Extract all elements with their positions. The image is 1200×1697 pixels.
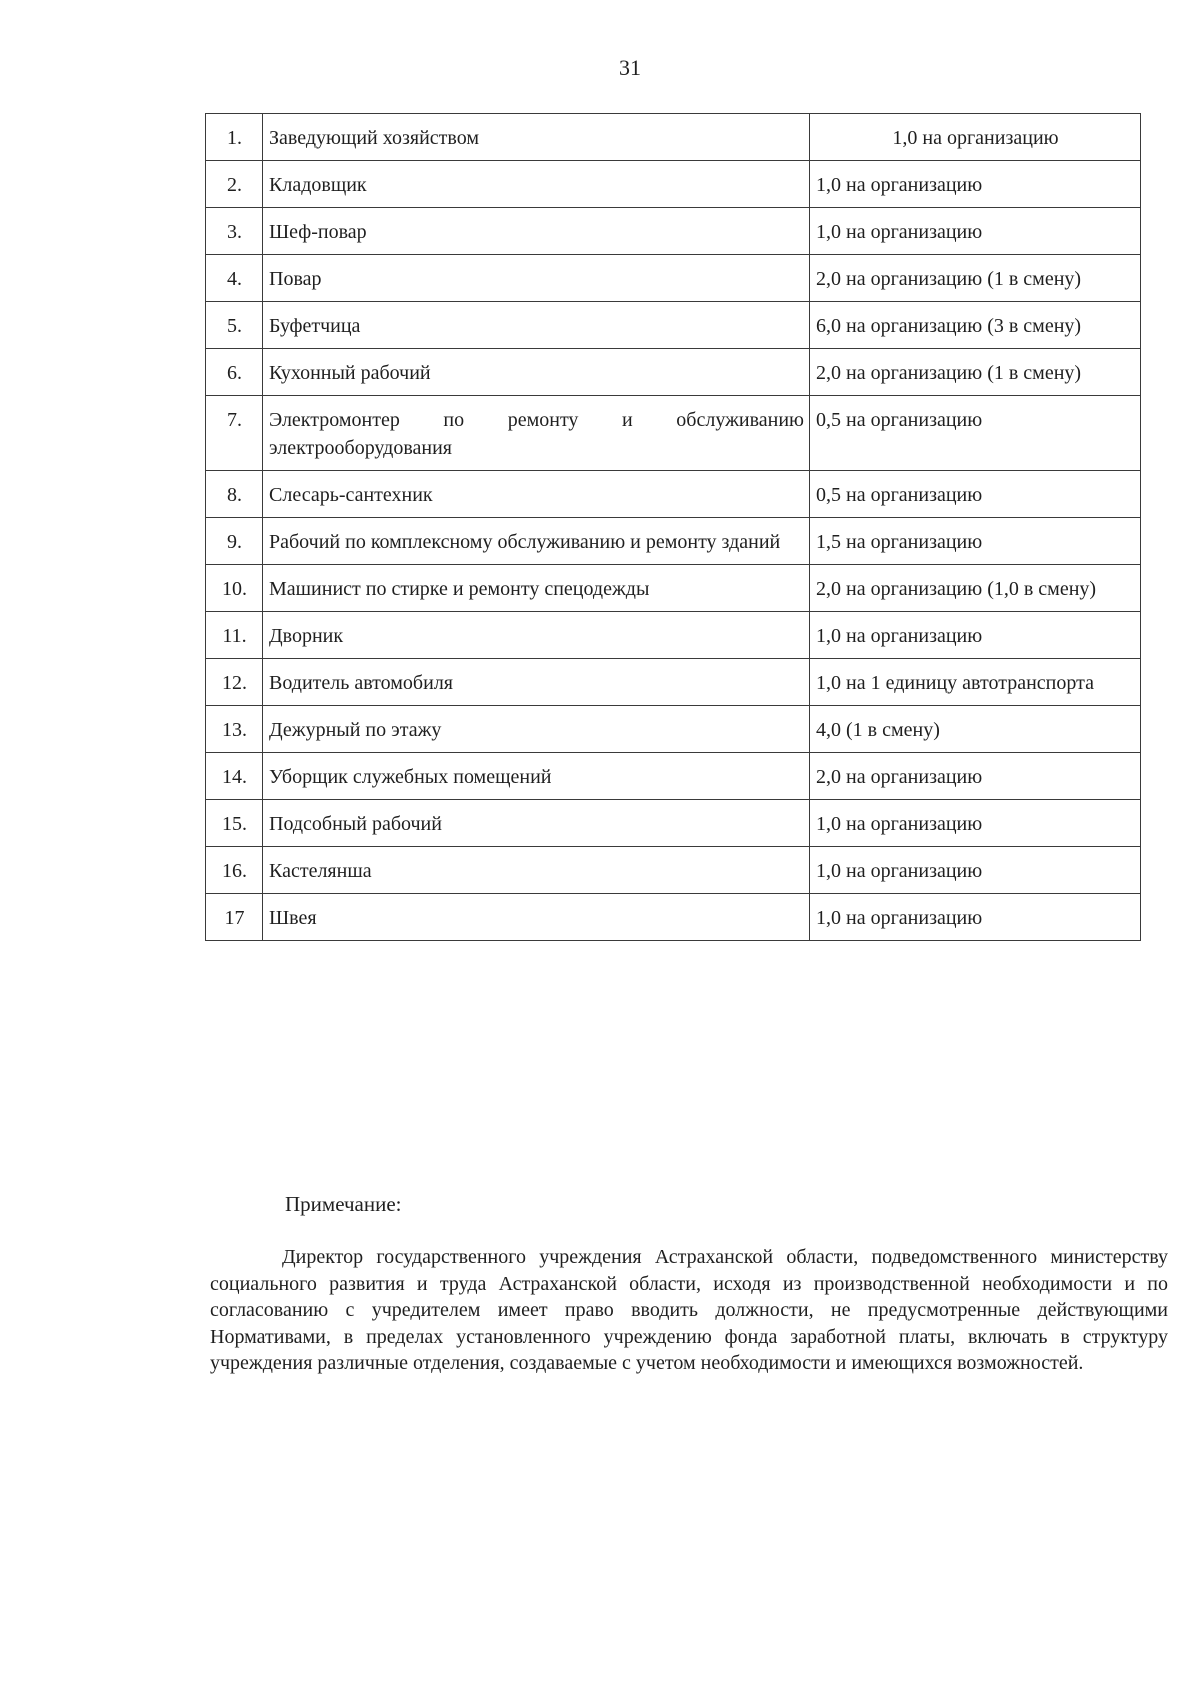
row-number: 5.	[206, 302, 263, 349]
table-row	[206, 208, 1141, 255]
table-row	[206, 659, 1141, 706]
row-number: 12.	[206, 659, 263, 706]
table-row	[206, 518, 1141, 565]
staffing-norm: 1,0 на организацию	[810, 847, 1141, 894]
position-name: Слесарь-сантехник	[263, 471, 810, 518]
row-number: 9.	[206, 518, 263, 565]
table-row	[206, 349, 1141, 396]
staffing-norm: 1,5 на организацию	[810, 518, 1141, 565]
row-number: 3.	[206, 208, 263, 255]
position-name: Дворник	[263, 612, 810, 659]
table-row	[206, 612, 1141, 659]
table-row	[206, 114, 1141, 161]
table-row	[206, 161, 1141, 208]
staffing-norm: 1,0 на организацию	[810, 114, 1141, 161]
staffing-norm: 1,0 на организацию	[810, 800, 1141, 847]
staffing-norm: 0,5 на организацию	[810, 396, 1141, 471]
table-row	[206, 396, 1141, 471]
position-name: Швея	[263, 894, 810, 941]
staffing-norm: 4,0 (1 в смену)	[810, 706, 1141, 753]
position-name: Уборщик служебных помещений	[263, 753, 810, 800]
row-number: 6.	[206, 349, 263, 396]
position-name: Шеф-повар	[263, 208, 810, 255]
row-number: 4.	[206, 255, 263, 302]
table-row	[206, 847, 1141, 894]
position-name: Рабочий по комплексному обслуживанию и ремонту зданий	[263, 518, 810, 565]
position-name: Подсобный рабочий	[263, 800, 810, 847]
note-text: Директор государственного учреждения Астраханской области, подведомственного министерству социального развития и труда Астраханской области, исходя из производственной необходимости и по согласованию с учредителем имеет право вводить должности, не предусмотренные действующими Нормативами, в пределах установленного учреждению фонда заработной платы, включать в структуру учреждения различные отделения, создаваемые с учетом необходимости и имеющихся возможностей.	[210, 1246, 1168, 1374]
row-number: 10.	[206, 565, 263, 612]
position-name: Повар	[263, 255, 810, 302]
position-name: Машинист по стирке и ремонту спецодежды	[263, 565, 810, 612]
position-name: Кухонный рабочий	[263, 349, 810, 396]
page-number: 31	[619, 55, 641, 80]
row-number: 17	[206, 894, 263, 941]
staffing-norm: 2,0 на организацию	[810, 753, 1141, 800]
row-number: 8.	[206, 471, 263, 518]
row-number: 14.	[206, 753, 263, 800]
table-row	[206, 706, 1141, 753]
table-row	[206, 255, 1141, 302]
position-name: Водитель автомобиля	[263, 659, 810, 706]
note-title: Примечание:	[285, 1192, 402, 1216]
staffing-norm: 1,0 на организацию	[810, 612, 1141, 659]
position-name: Заведующий хозяйством	[263, 114, 810, 161]
staffing-norm: 2,0 на организацию (1,0 в смену)	[810, 565, 1141, 612]
staffing-norm: 1,0 на 1 единицу автотранспорта	[810, 659, 1141, 706]
staffing-table-body	[206, 114, 1141, 941]
staffing-norm: 1,0 на организацию	[810, 208, 1141, 255]
row-number: 13.	[206, 706, 263, 753]
row-number: 11.	[206, 612, 263, 659]
row-number: 15.	[206, 800, 263, 847]
row-number: 7.	[206, 396, 263, 471]
staffing-norm: 1,0 на организацию	[810, 894, 1141, 941]
staffing-norm: 0,5 на организацию	[810, 471, 1141, 518]
table-row	[206, 565, 1141, 612]
table-row	[206, 753, 1141, 800]
row-number: 16.	[206, 847, 263, 894]
position-name: Дежурный по этажу	[263, 706, 810, 753]
position-name: Кладовщик	[263, 161, 810, 208]
staffing-norm: 2,0 на организацию (1 в смену)	[810, 349, 1141, 396]
table-row	[206, 894, 1141, 941]
staffing-norm: 6,0 на организацию (3 в смену)	[810, 302, 1141, 349]
table-row	[206, 302, 1141, 349]
staffing-table	[205, 113, 1141, 941]
staffing-norm: 2,0 на организацию (1 в смену)	[810, 255, 1141, 302]
position-name: Электромонтер по ремонту и обслуживанию электрооборудования	[263, 396, 810, 471]
staffing-norm: 1,0 на организацию	[810, 161, 1141, 208]
table-row	[206, 800, 1141, 847]
position-name: Кастелянша	[263, 847, 810, 894]
position-name: Буфетчица	[263, 302, 810, 349]
row-number: 2.	[206, 161, 263, 208]
table-row	[206, 471, 1141, 518]
row-number: 1.	[206, 114, 263, 161]
